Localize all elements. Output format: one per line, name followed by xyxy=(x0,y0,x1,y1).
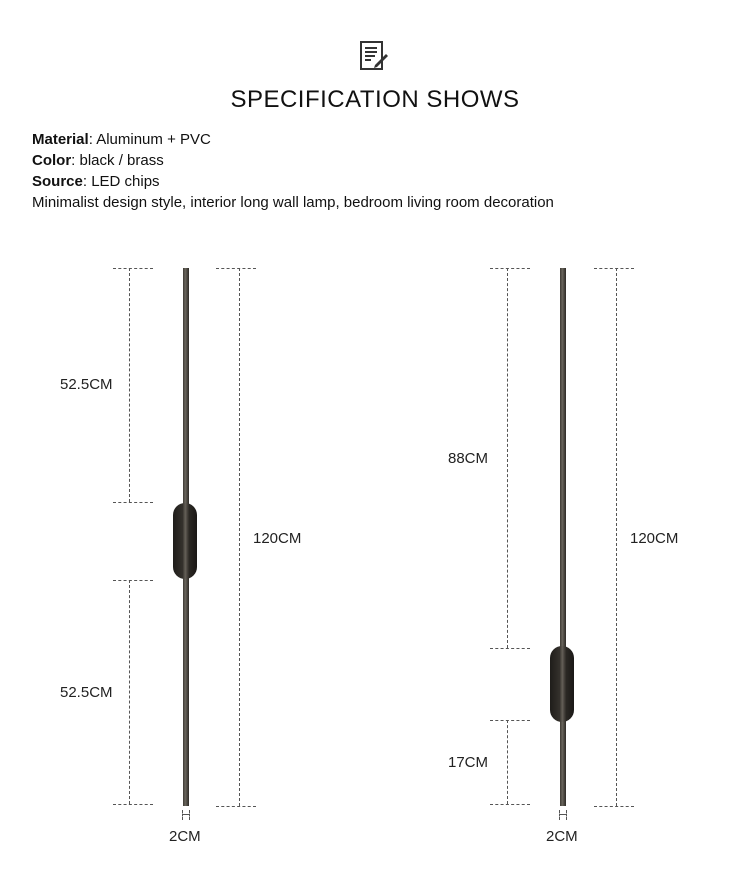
spec-source: Source: LED chips xyxy=(32,173,160,190)
dim-line xyxy=(113,268,153,269)
dim-line xyxy=(129,268,130,502)
dim-width: 2CM xyxy=(169,828,201,845)
dim-bottom-segment: 52.5CM xyxy=(60,684,113,701)
dim-line xyxy=(559,814,567,815)
dim-line xyxy=(507,720,508,804)
dim-line xyxy=(566,810,567,820)
lamp-rod-overlay xyxy=(560,646,566,722)
dim-line xyxy=(189,810,190,820)
dim-line xyxy=(216,268,256,269)
dim-line xyxy=(129,580,130,804)
dim-line xyxy=(182,810,183,820)
lamp-rod-overlay xyxy=(183,503,189,579)
dim-line xyxy=(490,720,530,721)
lamp-rod xyxy=(560,268,566,806)
page-title: SPECIFICATION SHOWS xyxy=(230,86,520,113)
dim-line xyxy=(559,810,560,820)
dim-line xyxy=(594,806,634,807)
dim-line xyxy=(239,268,240,806)
dim-total-length: 120CM xyxy=(253,530,302,547)
dim-total-length: 120CM xyxy=(630,530,679,547)
dim-line xyxy=(216,806,256,807)
dim-line xyxy=(616,268,617,806)
spec-color: Color: black / brass xyxy=(32,152,164,169)
document-edit-icon xyxy=(358,40,390,72)
dim-line xyxy=(182,814,190,815)
spec-list xyxy=(32,129,554,213)
dim-line xyxy=(113,580,153,581)
dim-line xyxy=(113,804,153,805)
dim-top-segment: 52.5CM xyxy=(60,376,113,393)
dim-line xyxy=(490,648,530,649)
dim-line xyxy=(594,268,634,269)
dim-line xyxy=(113,502,153,503)
dim-bottom-segment: 17CM xyxy=(448,754,489,771)
spec-material: Material: Aluminum + PVC xyxy=(32,131,211,148)
spec-description: Minimalist design style, interior long wall lamp, bedroom living room decoration xyxy=(32,194,554,211)
dim-line xyxy=(490,268,530,269)
dim-width: 2CM xyxy=(546,828,578,845)
dim-line xyxy=(507,268,508,648)
dim-top-segment: 88CM xyxy=(448,450,489,467)
dim-line xyxy=(490,804,530,805)
